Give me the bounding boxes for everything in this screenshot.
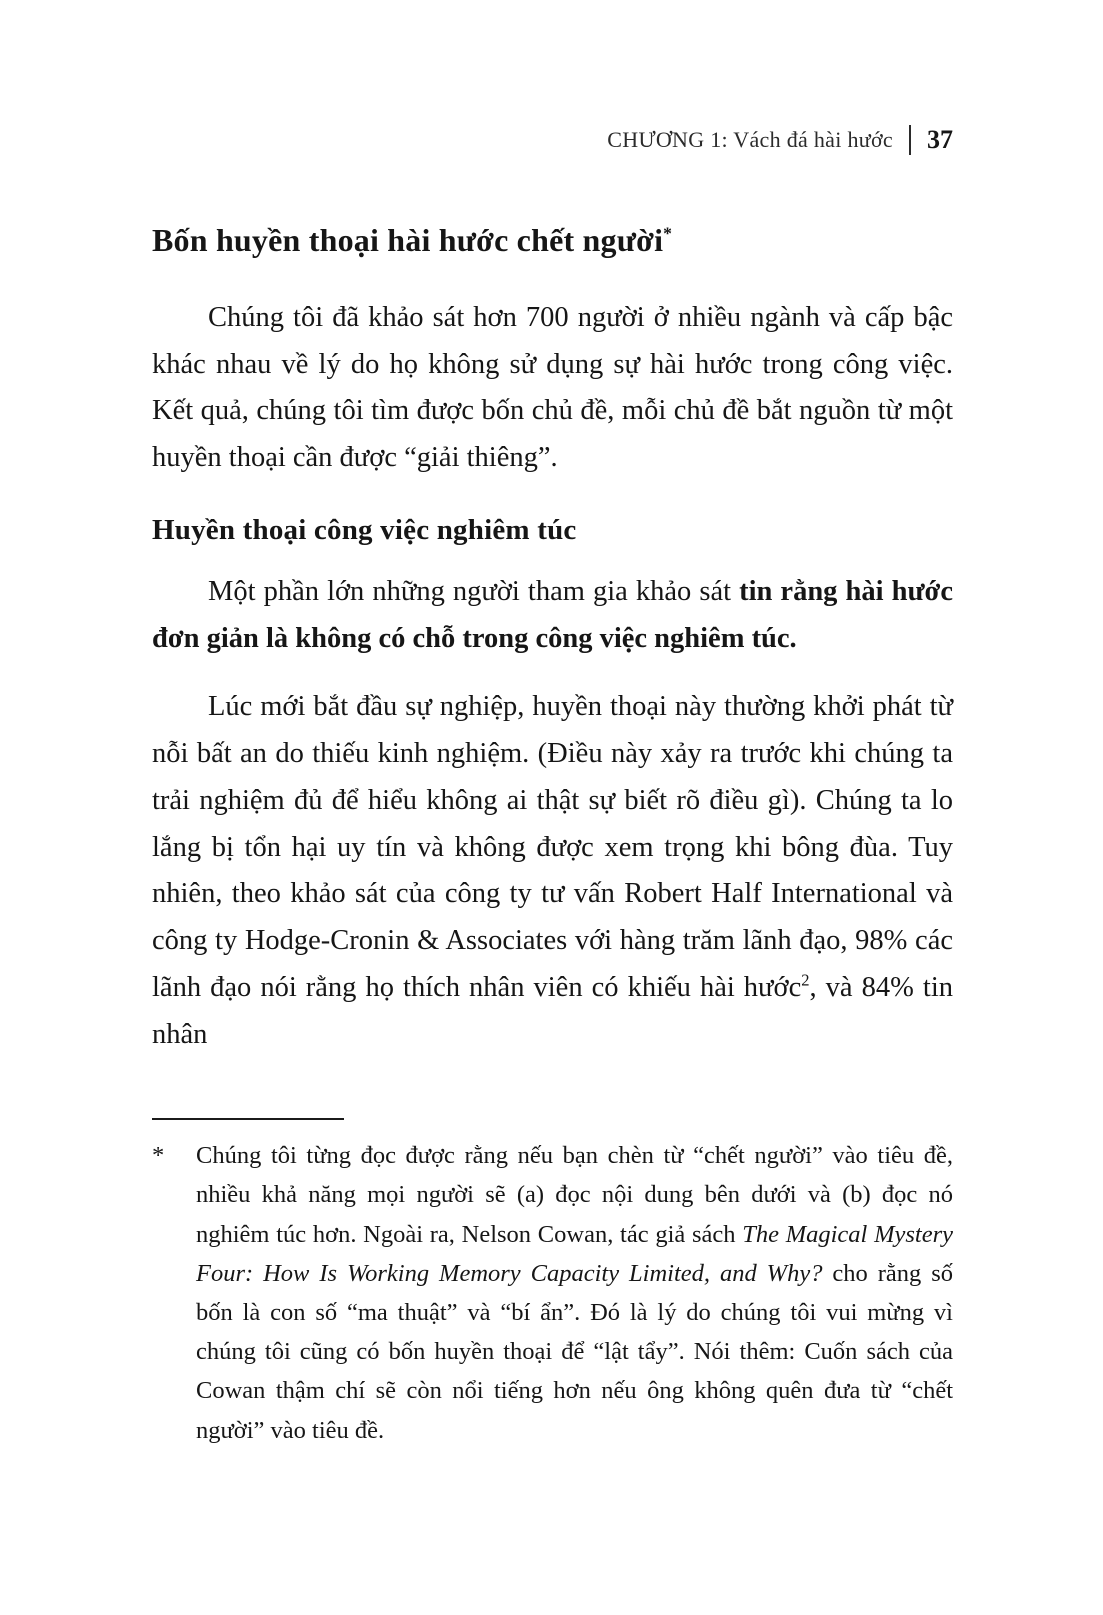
page-content <box>152 222 953 1058</box>
paragraph-myth-statement <box>152 569 953 662</box>
header-divider <box>909 125 911 155</box>
subsection-title: Huyền thoại công việc nghiêm túc <box>152 513 577 546</box>
paragraph-survey-text-2: , và 84% tin nhân <box>152 971 953 1050</box>
footnote-text-2: cho rằng số bốn là con số “ma thuật” và “bí ẩn”. Đó là lý do chúng tôi vui mừng vì chúng tôi cũng có bốn huyền thoại để “lật tẩy”. Nói thêm: Cuốn sách của Cowan thậm chí sẽ còn nổi tiếng hơn nếu ông không quên đưa từ “chết người” vào tiêu đề. <box>196 1259 953 1444</box>
footnote-book-title: The Magical Mystery Four: How Is Working Memory Capacity Limited, and Why? <box>196 1220 953 1287</box>
footnote-text <box>196 1136 953 1450</box>
paragraph-survey <box>152 684 953 1058</box>
paragraph-survey-text-1: Lúc mới bắt đầu sự nghiệp, huyền thoại này thường khởi phát từ nỗi bất an do thiếu kinh nghiệm. (Điều này xảy ra trước khi chúng ta trải nghiệm đủ để hiểu không ai thật sự biết rõ điều gì). Chúng ta lo lắng bị tổn hại uy tín và không được xem trọng khi bông đùa. Tuy nhiên, theo khảo sát của công ty tư vấn Robert Half International và công ty Hodge-Cronin & Associates với hàng trăm lãnh đạo, 98% các lãnh đạo nói rằng họ thích nhân viên có khiếu hài hước <box>152 691 953 1003</box>
chapter-running-head: CHƯƠNG 1: Vách đá hài hước <box>607 127 893 152</box>
footnote-marker: * <box>152 1142 165 1170</box>
footnote-divider <box>152 1118 344 1120</box>
page-number: 37 <box>927 125 953 154</box>
title-footnote-marker: * <box>663 223 673 244</box>
paragraph-myth-normal: Một phần lớn những người tham gia khảo sát <box>208 575 740 607</box>
section-title <box>152 222 953 259</box>
footnote-area <box>152 1118 953 1450</box>
paragraph-myth-bold: tin rằng hài hước đơn giản là không có chỗ trong công việc nghiêm túc. <box>152 575 953 654</box>
paragraph-intro: Chúng tôi đã khảo sát hơn 700 người ở nhiều ngành và cấp bậc khác nhau về lý do họ không sử dụng sự hài hước trong công việc. Kết quả, chúng tôi tìm được bốn chủ đề, mỗi chủ đề bắt nguồn từ một huyền thoại cần được “giải thiêng”. <box>152 302 953 474</box>
footnote-text-1: Chúng tôi từng đọc được rằng nếu bạn chèn từ “chết người” vào tiêu đề, nhiều khả năng mọi người sẽ (a) đọc nội dung bên dưới và (b) đọc nó nghiêm túc hơn. Ngoài ra, Nelson Cowan, tác giả sách <box>196 1142 953 1248</box>
footnote-ref-2: 2 <box>801 970 810 990</box>
footnote <box>152 1136 953 1450</box>
page-header <box>152 122 953 158</box>
section-title-text: Bốn huyền thoại hài hước chết người <box>152 222 664 258</box>
